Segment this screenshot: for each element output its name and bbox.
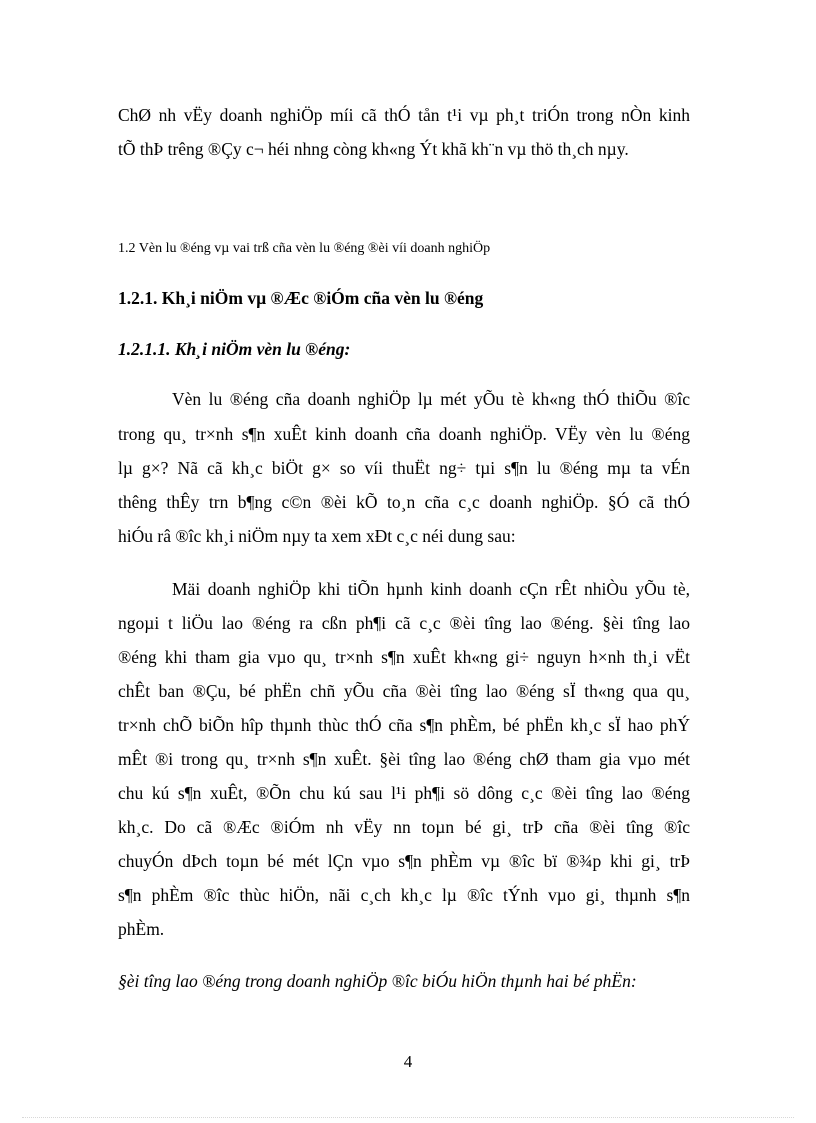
para1-line-3: lµ g×? Nã cã kh¸c biÖt g× so víi thuËt ng÷ tµi s¶n lu ®éng mµ ta vÉn bbox=[118, 458, 690, 478]
section-heading-1-2-1-1: 1.2.1.1. Kh¸i niÖm vèn lu ®éng: bbox=[118, 339, 351, 359]
page-bottom-divider bbox=[22, 1117, 794, 1118]
para2-line-5: tr×nh chÕ biÕn hîp thµnh thùc thÓ cña s¶n phÈm, bé phËn kh¸c sÏ hao phÝ bbox=[118, 715, 690, 735]
section-heading-1-2: 1.2 Vèn lu ®éng vµ vai trß cña vèn lu ®éng ®èi víi doanh nghiÖp bbox=[118, 241, 491, 256]
para2-line-7: chu kú s¶n xuÊt, ®Õn chu kú sau l¹i ph¶i sö dông c¸c ®èi tîng lao ®éng bbox=[118, 783, 690, 803]
para1-line-5: hiÓu râ ®îc kh¸i niÖm nµy ta xem xÐt c¸c néi dung sau: bbox=[118, 526, 516, 546]
para2-line-9: chuyÓn dÞch toµn bé mét lÇn vµo s¶n phÈm vµ ®îc bï ®¾p khi gi¸ trÞ bbox=[118, 851, 690, 871]
para2-line-6: mÊt ®i trong qu¸ tr×nh s¶n xuÊt. §èi tîng lao ®éng chØ tham gia vµo mét bbox=[118, 749, 690, 769]
intro-line-2: tÕ thÞ trêng ®Çy c¬ héi nhng còng kh«ng Ýt khã kh¨n vµ thö th¸ch nµy. bbox=[118, 139, 629, 159]
italic-summary-line: §èi tîng lao ®éng trong doanh nghiÖp ®îc biÓu hiÖn thµnh hai bé phËn: bbox=[118, 971, 637, 991]
para2-line-11: phÈm. bbox=[118, 919, 165, 939]
para1-line-1: Vèn lu ®éng cña doanh nghiÖp lµ mét yÕu tè kh«ng thÓ thiÕu ®îc bbox=[172, 389, 690, 409]
para1-line-4: thêng thÊy trn b¶ng c©n ®èi kÕ to¸n cña c¸c doanh nghiÖp. §Ó cã thÓ bbox=[118, 492, 690, 512]
para2-line-4: chÊt ban ®Çu, bé phËn chñ yÕu cña ®èi tîng lao ®éng sÏ th«ng qua qu¸ bbox=[118, 681, 690, 701]
para1-line-2: trong qu¸ tr×nh s¶n xuÊt kinh doanh cña doanh nghiÖp. VËy vèn lu ®éng bbox=[118, 424, 690, 444]
para2-line-3: ®éng khi tham gia vµo qu¸ tr×nh s¶n xuÊt kh«ng gi÷ nguyn h×nh th¸i vËt bbox=[118, 647, 690, 667]
para2-line-1: Mäi doanh nghiÖp khi tiÕn hµnh kinh doanh cÇn rÊt nhiÒu yÕu tè, bbox=[172, 579, 690, 599]
page-number: 4 bbox=[403, 1052, 413, 1071]
para2-line-10: s¶n phÈm ®îc thùc hiÖn, nãi c¸ch kh¸c lµ ®îc tÝnh vµo gi¸ thµnh s¶n bbox=[118, 885, 690, 905]
para2-line-2: ngoµi t liÖu lao ®éng ra cßn ph¶i cã c¸c ®èi tîng lao ®éng. §èi tîng lao bbox=[118, 613, 690, 633]
intro-line-1: ChØ nh vËy doanh nghiÖp míi cã thÓ tån t¹i vµ ph¸t triÓn trong nÒn kinh bbox=[118, 105, 690, 125]
para2-line-8: kh¸c. Do cã ®Æc ®iÓm nh vËy nn toµn bé gi¸ trÞ cña ®èi tîng ®îc bbox=[118, 817, 690, 837]
section-heading-1-2-1: 1.2.1. Kh¸i niÖm vµ ®Æc ®iÓm cña vèn lu ®éng bbox=[118, 288, 484, 308]
